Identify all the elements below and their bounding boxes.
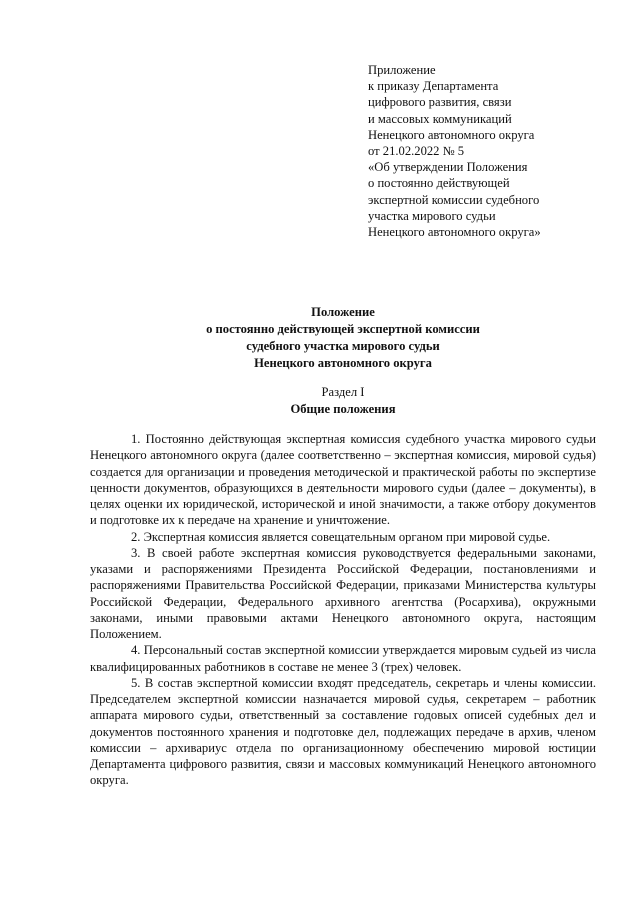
appendix-line: о постоянно действующей: [368, 176, 510, 191]
document-title: [90, 304, 596, 372]
paragraph: 1. Постоянно действующая экспертная комиссия судебного участка мирового судьи Ненецкого автономного округа (далее соответственно – экспертная комиссия, мировой судья) создается для организации и проведения методической и практической работы по экспертизе ценности документов, образующихся в деятельности мирового судьи (далее – документы), в целях оценки их юридической, исторической и иной значимости, а также отбору документов и подготовке их к передаче на хранение и уничтожение.: [90, 432, 596, 528]
paragraph: 3. В своей работе экспертная комиссия руководствуется федеральными законами, указами и распоряжениями Президента Российской Федерации, постановлениями и распоряжениями Правительства Российской Федерации, приказами Министерства культуры Российской Федерации, Федерального архивного агентства (Росархива), окружными законами, иными правовыми актами Ненецкого автономного округа, настоящим Положением.: [90, 545, 596, 641]
appendix-line: Ненецкого автономного округа»: [368, 225, 541, 240]
appendix-line: и массовых коммуникаций: [368, 111, 512, 126]
appendix-line: к приказу Департамента: [368, 79, 499, 94]
appendix-note: [368, 62, 618, 240]
section-heading: [90, 384, 596, 418]
appendix-line: участка мирового судьи: [368, 208, 496, 223]
paragraph: 5. В состав экспертной комиссии входят председатель, секретарь и члены комиссии. Председателем экспертной комиссии назначается мировой судья, секретарем – работник аппарата мирового судьи, ответственный за составление годовых описей судебных дел и документов постоянного хранения и подготовке дел, подлежащих передаче в архив, членом комиссии – архивариус отдела по организационному обеспечению мировой юстиции Департамента цифрового развития, связи и массовых коммуникаций Ненецкого автономного округа.: [90, 675, 596, 788]
paragraph: 2. Экспертная комиссия является совещательным органом при мировой судье.: [131, 529, 551, 544]
appendix-line: от 21.02.2022 № 5: [368, 144, 465, 159]
appendix-line: Приложение: [368, 63, 436, 77]
section-name: Общие положения: [290, 402, 396, 416]
title-line: судебного участка мирового судьи: [246, 339, 440, 353]
title-line: Ненецкого автономного округа: [254, 356, 432, 370]
title-line: о постоянно действующей экспертной комиссии: [206, 322, 480, 336]
document-body: [90, 431, 596, 789]
appendix-line: цифрового развития, связи: [368, 95, 512, 110]
appendix-line: экспертной комиссии судебного: [368, 192, 540, 207]
appendix-line: Ненецкого автономного округа: [368, 127, 535, 142]
title-line: Положение: [311, 305, 375, 319]
paragraph: 4. Персональный состав экспертной комиссии утверждается мировым судьей из числа квалифицированных работников в составе не менее 3 (трех) человек.: [90, 643, 596, 674]
appendix-line: «Об утверждении Положения: [368, 160, 528, 175]
section-number: Раздел I: [321, 385, 365, 399]
